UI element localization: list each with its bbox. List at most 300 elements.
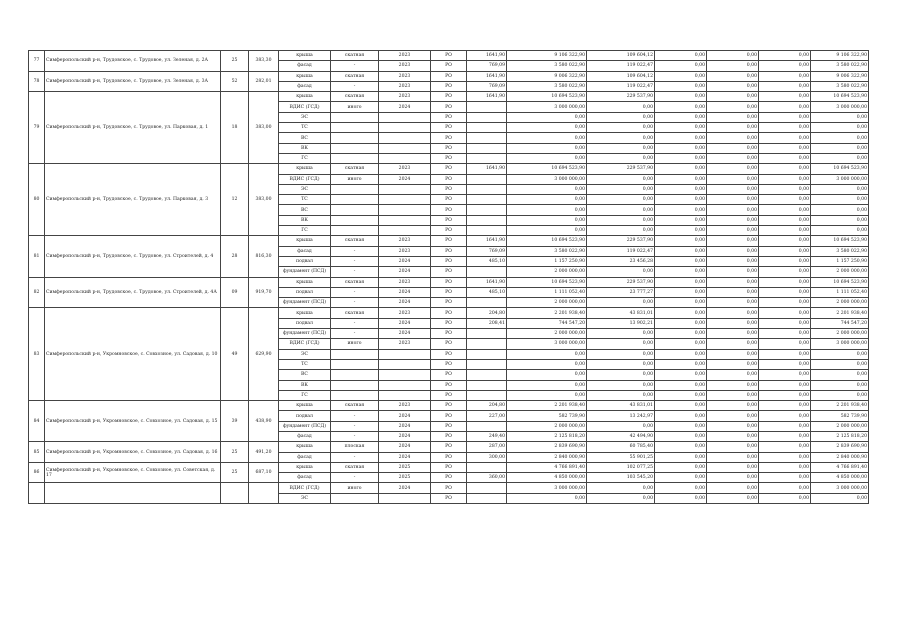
table-cell: 10 694 523,90 xyxy=(811,92,869,102)
table-cell: 0,00 xyxy=(811,380,869,390)
table-cell: 300,00 xyxy=(467,452,507,462)
table-cell: крыша xyxy=(279,442,331,452)
repair-schedule-table xyxy=(28,50,869,504)
table-cell: 0,00 xyxy=(759,308,811,318)
table-cell: 582 739,90 xyxy=(507,411,587,421)
table-cell: - xyxy=(331,256,379,266)
table-cell: 0,00 xyxy=(655,421,707,431)
table-cell: скатная xyxy=(331,236,379,246)
table-cell: 0,00 xyxy=(707,349,759,359)
table-cell xyxy=(379,205,431,215)
table-cell: крыша xyxy=(279,401,331,411)
table-cell: 3 580 022,90 xyxy=(507,246,587,256)
table-cell: - xyxy=(331,473,379,483)
table-cell: 0,00 xyxy=(655,226,707,236)
table-cell: скатная xyxy=(331,51,379,61)
table-cell: 103 545,20 xyxy=(587,473,655,483)
table-cell: 0,00 xyxy=(759,421,811,431)
table-cell: 10 694 523,90 xyxy=(507,277,587,287)
table-cell: 0,00 xyxy=(655,236,707,246)
table-cell: 0,00 xyxy=(811,390,869,400)
table-cell xyxy=(467,195,507,205)
group-col3-cell xyxy=(221,483,249,504)
group-col4-cell xyxy=(249,483,279,504)
group-col4-cell: 816,30 xyxy=(249,236,279,277)
group-num-cell: 85 xyxy=(29,442,45,463)
table-cell: ЭС xyxy=(279,112,331,122)
table-cell: - xyxy=(331,61,379,71)
table-cell xyxy=(331,112,379,122)
group-address-cell: Симферопольский р-н, Укромновское, с. Совхозное, ул. Садовая, д. 15 xyxy=(45,401,221,442)
table-cell: 2025 xyxy=(379,462,431,472)
table-cell xyxy=(467,493,507,503)
table-cell xyxy=(331,133,379,143)
table-cell: 0,00 xyxy=(759,339,811,349)
table-cell: 249,40 xyxy=(467,431,507,441)
table-cell: РО xyxy=(431,370,467,380)
group-num-cell: 80 xyxy=(29,164,45,236)
table-cell: фундамент (ПСД) xyxy=(279,329,331,339)
table-cell xyxy=(331,359,379,369)
table-cell xyxy=(331,184,379,194)
table-cell: 0,00 xyxy=(587,298,655,308)
table-cell: 0,00 xyxy=(587,329,655,339)
table-cell xyxy=(467,174,507,184)
table-cell: 0,00 xyxy=(707,153,759,163)
table-cell: 0,00 xyxy=(811,195,869,205)
table-cell: 485,10 xyxy=(467,256,507,266)
table-cell: 0,00 xyxy=(707,236,759,246)
group-col4-cell: 687,10 xyxy=(249,462,279,483)
table-cell: 3 580 022,90 xyxy=(507,81,587,91)
table-cell: 0,00 xyxy=(811,123,869,133)
table-cell: РО xyxy=(431,329,467,339)
table-cell: 0,00 xyxy=(759,287,811,297)
table-cell: 0,00 xyxy=(655,277,707,287)
table-cell: РО xyxy=(431,195,467,205)
table-cell: РО xyxy=(431,411,467,421)
table-cell xyxy=(331,195,379,205)
table-cell: 0,00 xyxy=(707,401,759,411)
table-cell: РО xyxy=(431,71,467,81)
table-cell: 0,00 xyxy=(707,390,759,400)
table-cell: 2024 xyxy=(379,174,431,184)
group-num-cell: 84 xyxy=(29,401,45,442)
table-cell: ВС xyxy=(279,370,331,380)
table-cell: 0,00 xyxy=(707,421,759,431)
table-row xyxy=(29,71,869,81)
table-cell: 3 580 022,90 xyxy=(811,61,869,71)
table-cell: 0,00 xyxy=(587,112,655,122)
table-cell: 0,00 xyxy=(759,205,811,215)
table-cell: 0,00 xyxy=(759,349,811,359)
table-cell: 0,00 xyxy=(507,123,587,133)
table-cell: РО xyxy=(431,81,467,91)
table-cell: 0,00 xyxy=(655,174,707,184)
table-cell: 2 000 000,00 xyxy=(811,329,869,339)
table-cell: 0,00 xyxy=(759,102,811,112)
table-cell: - xyxy=(331,267,379,277)
table-cell: 0,00 xyxy=(655,431,707,441)
table-cell: 4 850 000,00 xyxy=(811,473,869,483)
table-cell: 0,00 xyxy=(655,123,707,133)
table-cell: 2024 xyxy=(379,102,431,112)
table-cell: 229 537,90 xyxy=(587,92,655,102)
table-row xyxy=(29,442,869,452)
table-cell: ТС xyxy=(279,123,331,133)
table-cell: 2 839 690,90 xyxy=(507,442,587,452)
table-cell: 0,00 xyxy=(707,267,759,277)
table-cell: РО xyxy=(431,442,467,452)
table-cell: 0,00 xyxy=(507,184,587,194)
table-cell: фундамент (ПСД) xyxy=(279,267,331,277)
group-address-cell: Симферопольский р-н, Трудовское, с. Трудовое, ул. Строителей, д. 4А xyxy=(45,277,221,308)
table-cell: крыша xyxy=(279,308,331,318)
table-cell xyxy=(467,359,507,369)
table-cell: 769,09 xyxy=(467,61,507,71)
table-cell: РО xyxy=(431,359,467,369)
table-cell xyxy=(467,329,507,339)
table-cell: 2 000 000,00 xyxy=(507,298,587,308)
table-cell: 0,00 xyxy=(707,462,759,472)
table-cell: 0,00 xyxy=(655,318,707,328)
table-cell: 2 201 938,40 xyxy=(811,401,869,411)
table-cell: ГС xyxy=(279,226,331,236)
table-cell: РО xyxy=(431,123,467,133)
table-cell: 2024 xyxy=(379,329,431,339)
table-cell: 1 111 052,40 xyxy=(811,287,869,297)
table-cell: 0,00 xyxy=(507,215,587,225)
table-cell: 2023 xyxy=(379,246,431,256)
table-cell: 3 000 000,00 xyxy=(811,483,869,493)
table-cell: 0,00 xyxy=(655,256,707,266)
table-cell: ТС xyxy=(279,359,331,369)
table-cell: 2024 xyxy=(379,256,431,266)
table-cell: 0,00 xyxy=(707,102,759,112)
table-cell: 10 694 523,90 xyxy=(507,164,587,174)
table-cell: 0,00 xyxy=(655,133,707,143)
table-cell: РО xyxy=(431,133,467,143)
table-cell: 0,00 xyxy=(759,462,811,472)
table-cell: РО xyxy=(431,401,467,411)
group-num-cell: 81 xyxy=(29,236,45,277)
table-cell: 485,10 xyxy=(467,287,507,297)
table-cell: 119 022,47 xyxy=(587,61,655,71)
table-cell: 0,00 xyxy=(811,153,869,163)
table-cell xyxy=(467,153,507,163)
table-cell: фасад xyxy=(279,431,331,441)
table-cell: 0,00 xyxy=(707,298,759,308)
table-cell: 0,00 xyxy=(811,370,869,380)
table-row xyxy=(29,164,869,174)
table-cell: 0,00 xyxy=(759,71,811,81)
group-address-cell: Симферопольский р-н, Трудовское, с. Трудовое, ул. Парковая, д. 1 xyxy=(45,92,221,164)
group-num-cell: 83 xyxy=(29,308,45,401)
table-cell: 3 580 022,90 xyxy=(811,81,869,91)
table-cell: РО xyxy=(431,339,467,349)
table-cell: 0,00 xyxy=(707,359,759,369)
table-cell: 3 000 000,00 xyxy=(811,339,869,349)
group-col3-cell: 25 xyxy=(221,462,249,483)
table-cell: плоская xyxy=(331,442,379,452)
table-cell: ВС xyxy=(279,133,331,143)
table-cell: ВК xyxy=(279,215,331,225)
table-cell: 0,00 xyxy=(811,205,869,215)
table-cell: 10 694 523,90 xyxy=(811,236,869,246)
table-cell: 4 766 891,40 xyxy=(507,462,587,472)
table-cell: 0,00 xyxy=(655,92,707,102)
table-cell: 2 000 000,00 xyxy=(507,329,587,339)
table-cell xyxy=(379,112,431,122)
table-cell: 0,00 xyxy=(507,359,587,369)
table-cell xyxy=(331,349,379,359)
table-cell: крыша xyxy=(279,71,331,81)
table-cell xyxy=(331,226,379,236)
table-cell: РО xyxy=(431,277,467,287)
table-cell: 0,00 xyxy=(507,153,587,163)
table-cell xyxy=(467,380,507,390)
table-cell: 0,00 xyxy=(655,349,707,359)
table-cell: РО xyxy=(431,102,467,112)
table-cell: 0,00 xyxy=(759,277,811,287)
table-cell: РО xyxy=(431,61,467,71)
table-cell: 2 840 000,90 xyxy=(507,452,587,462)
table-cell: РО xyxy=(431,473,467,483)
table-cell: подвал xyxy=(279,411,331,421)
table-cell: РО xyxy=(431,92,467,102)
table-cell: ВДИС (ГСД) xyxy=(279,483,331,493)
table-cell: 9 006 322,90 xyxy=(507,71,587,81)
table-cell: 2 000 000,00 xyxy=(507,267,587,277)
table-cell: 2023 xyxy=(379,401,431,411)
table-cell: РО xyxy=(431,236,467,246)
table-cell: крыша xyxy=(279,277,331,287)
table-cell: 0,00 xyxy=(655,329,707,339)
table-cell: 769,09 xyxy=(467,81,507,91)
table-cell: 2 000 000,00 xyxy=(811,267,869,277)
table-cell: 0,00 xyxy=(507,349,587,359)
group-num-cell: 86 xyxy=(29,462,45,483)
table-cell: 0,00 xyxy=(759,143,811,153)
table-cell xyxy=(379,133,431,143)
group-col3-cell: 12 xyxy=(221,164,249,236)
table-cell: 0,00 xyxy=(655,164,707,174)
table-cell: 0,00 xyxy=(587,133,655,143)
table-cell: 2024 xyxy=(379,421,431,431)
table-cell: 0,00 xyxy=(587,153,655,163)
table-cell: 0,00 xyxy=(759,256,811,266)
table-cell: - xyxy=(331,452,379,462)
group-col3-cell: 28 xyxy=(221,236,249,277)
table-cell xyxy=(467,339,507,349)
table-row xyxy=(29,462,869,472)
table-cell: РО xyxy=(431,153,467,163)
table-cell: фасад xyxy=(279,452,331,462)
table-cell: скатная xyxy=(331,92,379,102)
table-cell xyxy=(467,133,507,143)
table-cell: РО xyxy=(431,452,467,462)
table-cell: 0,00 xyxy=(759,318,811,328)
table-cell: 0,00 xyxy=(587,184,655,194)
table-cell: РО xyxy=(431,431,467,441)
table-cell: 0,00 xyxy=(587,143,655,153)
table-cell: 0,00 xyxy=(655,61,707,71)
table-cell: - xyxy=(331,246,379,256)
table-cell: 43 831,01 xyxy=(587,401,655,411)
table-cell: 0,00 xyxy=(759,112,811,122)
table-cell: 204,80 xyxy=(467,401,507,411)
table-cell: 0,00 xyxy=(707,339,759,349)
table-cell: 0,00 xyxy=(707,205,759,215)
table-cell: 2023 xyxy=(379,51,431,61)
group-col4-cell: 629,90 xyxy=(249,308,279,401)
table-cell xyxy=(379,226,431,236)
group-address-cell: Симферопольский р-н, Трудовское, с. Трудовое, ул. Зеленая, д. 2А xyxy=(45,51,221,72)
table-cell: 10 694 523,90 xyxy=(811,277,869,287)
table-cell xyxy=(467,215,507,225)
table-cell: 0,00 xyxy=(655,442,707,452)
table-cell: 2023 xyxy=(379,61,431,71)
table-cell: 0,00 xyxy=(655,390,707,400)
group-address-cell: Симферопольский р-н, Трудовское, с. Трудовое, ул. Строителей, д. 4 xyxy=(45,236,221,277)
table-cell: 0,00 xyxy=(655,493,707,503)
group-col4-cell: 282,01 xyxy=(249,71,279,92)
group-col3-cell: 25 xyxy=(221,51,249,72)
table-cell: 0,00 xyxy=(759,81,811,91)
table-cell: скатная xyxy=(331,164,379,174)
table-cell: 1641,90 xyxy=(467,92,507,102)
group-num-cell: 79 xyxy=(29,92,45,164)
table-cell: 0,00 xyxy=(587,359,655,369)
table-cell xyxy=(467,226,507,236)
table-cell: 9 006 322,90 xyxy=(811,71,869,81)
table-cell: подвал xyxy=(279,287,331,297)
table-cell: 2023 xyxy=(379,92,431,102)
table-cell: 60 785,40 xyxy=(587,442,655,452)
table-cell: 0,00 xyxy=(811,493,869,503)
group-address-cell: Симферопольский р-н, Трудовское, с. Трудовое, ул. Зеленая, д. 3А xyxy=(45,71,221,92)
table-cell xyxy=(379,380,431,390)
table-cell: 0,00 xyxy=(759,411,811,421)
table-cell: 2 000 000,00 xyxy=(811,298,869,308)
table-cell: 0,00 xyxy=(507,143,587,153)
table-cell: 0,00 xyxy=(811,184,869,194)
table-cell: 208,41 xyxy=(467,318,507,328)
table-cell: 9 106 322,90 xyxy=(811,51,869,61)
table-cell xyxy=(467,143,507,153)
table-cell: фундамент (ПСД) xyxy=(279,421,331,431)
table-cell: 0,00 xyxy=(759,401,811,411)
table-cell: 2 125 818,20 xyxy=(811,431,869,441)
table-cell: 0,00 xyxy=(707,195,759,205)
table-cell xyxy=(467,483,507,493)
table-cell: 2024 xyxy=(379,442,431,452)
table-cell: 0,00 xyxy=(707,61,759,71)
table-cell: 0,00 xyxy=(655,112,707,122)
table-cell: 43 831,01 xyxy=(587,308,655,318)
table-cell: 0,00 xyxy=(759,267,811,277)
table-cell: 0,00 xyxy=(707,411,759,421)
table-cell xyxy=(331,370,379,380)
table-cell: 0,00 xyxy=(655,153,707,163)
table-cell: 0,00 xyxy=(587,390,655,400)
table-cell xyxy=(467,421,507,431)
table-cell: 227,00 xyxy=(467,411,507,421)
table-cell: 2023 xyxy=(379,339,431,349)
table-cell xyxy=(467,370,507,380)
table-cell xyxy=(379,215,431,225)
table-cell: ВК xyxy=(279,380,331,390)
table-cell: 13 902,21 xyxy=(587,318,655,328)
table-cell: 3 000 000,00 xyxy=(507,339,587,349)
table-cell: 0,00 xyxy=(707,71,759,81)
table-cell: 0,00 xyxy=(587,421,655,431)
table-cell: 0,00 xyxy=(707,277,759,287)
table-cell: 2024 xyxy=(379,431,431,441)
table-cell: 229 537,90 xyxy=(587,277,655,287)
table-cell: 109 604,12 xyxy=(587,71,655,81)
table-cell: ВС xyxy=(279,205,331,215)
table-cell: 0,00 xyxy=(655,308,707,318)
table-cell xyxy=(379,123,431,133)
table-cell: 0,00 xyxy=(707,164,759,174)
table-cell xyxy=(331,143,379,153)
table-cell: 0,00 xyxy=(587,370,655,380)
table-cell: 0,00 xyxy=(507,370,587,380)
table-cell xyxy=(331,153,379,163)
group-address-cell: Симферопольский р-н, Укромновское, с. Совхозное, ул. Советская, д. 17 xyxy=(45,462,221,483)
table-cell: 0,00 xyxy=(587,493,655,503)
table-cell xyxy=(331,380,379,390)
table-cell: 0,00 xyxy=(507,112,587,122)
table-cell: ЭС xyxy=(279,493,331,503)
table-cell: 119 022,47 xyxy=(587,246,655,256)
table-cell: 2024 xyxy=(379,298,431,308)
table-cell: крыша xyxy=(279,164,331,174)
table-cell: 0,00 xyxy=(759,452,811,462)
group-col3-cell: 25 xyxy=(221,442,249,463)
table-cell: 3 580 022,90 xyxy=(507,61,587,71)
table-cell: РО xyxy=(431,287,467,297)
table-cell: 0,00 xyxy=(655,195,707,205)
table-cell: 0,00 xyxy=(707,81,759,91)
table-cell: 582 739,90 xyxy=(811,411,869,421)
table-cell: 2023 xyxy=(379,236,431,246)
table-cell: 0,00 xyxy=(655,473,707,483)
table-cell: 0,00 xyxy=(655,205,707,215)
table-cell: 2023 xyxy=(379,277,431,287)
table-cell: 0,00 xyxy=(587,349,655,359)
table-cell: 0,00 xyxy=(655,184,707,194)
table-cell: 0,00 xyxy=(759,483,811,493)
table-cell: 2024 xyxy=(379,287,431,297)
table-cell: 0,00 xyxy=(655,462,707,472)
table-cell: ВДИС (ГСД) xyxy=(279,102,331,112)
table-cell: 0,00 xyxy=(759,174,811,184)
table-cell: подвал xyxy=(279,318,331,328)
table-cell xyxy=(379,493,431,503)
table-cell: 0,00 xyxy=(587,102,655,112)
table-cell: 1 157 250,90 xyxy=(811,256,869,266)
table-cell: фасад xyxy=(279,246,331,256)
table-cell: 0,00 xyxy=(759,61,811,71)
table-cell: РО xyxy=(431,184,467,194)
table-cell: РО xyxy=(431,164,467,174)
table-cell: 0,00 xyxy=(759,195,811,205)
group-col3-cell: 09 xyxy=(221,277,249,308)
table-cell: 0,00 xyxy=(759,431,811,441)
table-cell: 1 111 052,40 xyxy=(507,287,587,297)
